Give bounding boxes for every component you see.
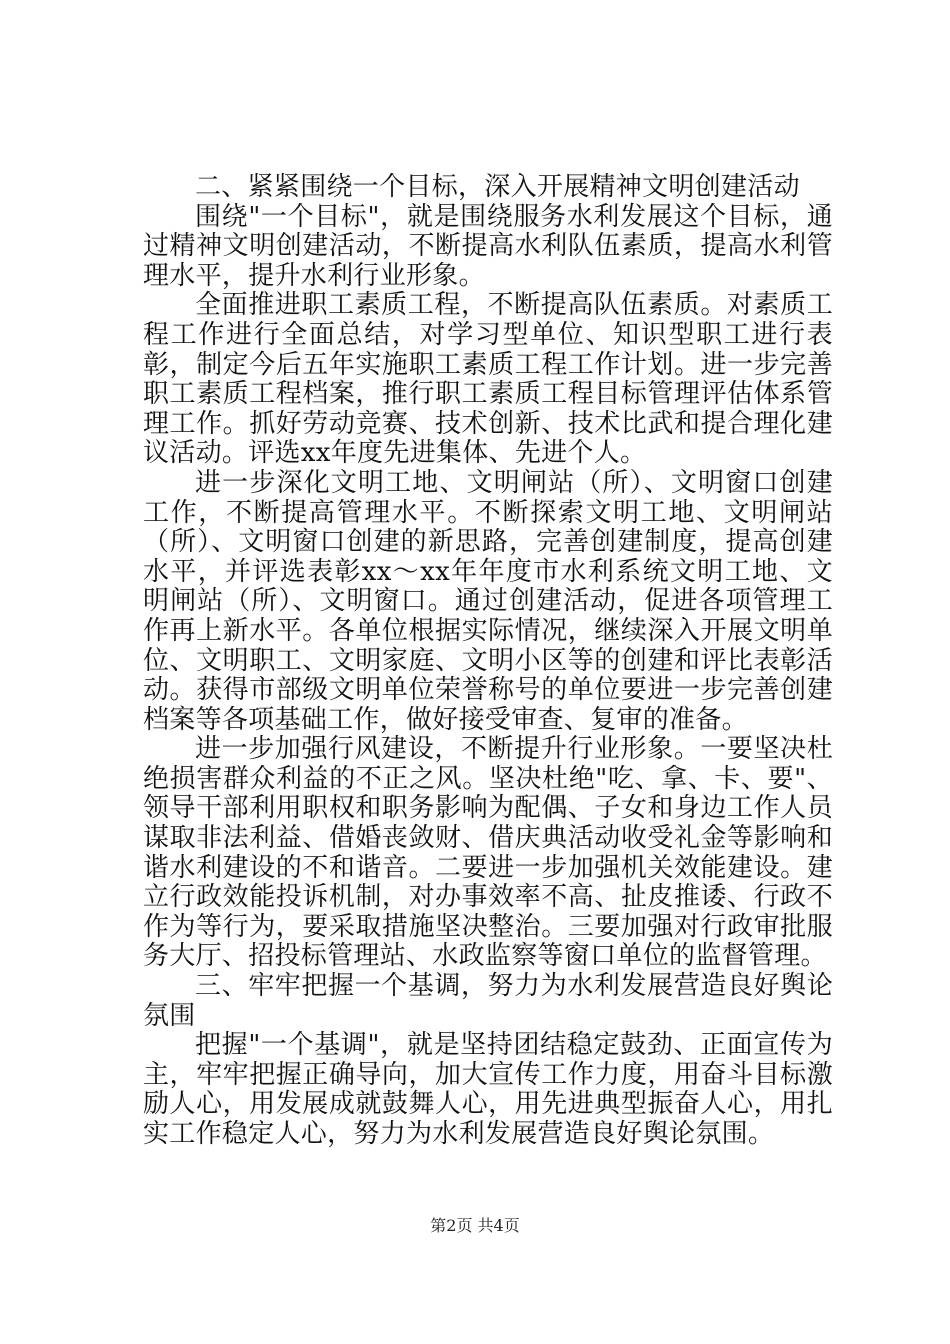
section-heading-3: 三、牢牢把握一个基调，努力为水利发展营造良好舆论氛围: [143, 971, 833, 1031]
section-heading-2: 二、紧紧围绕一个目标，深入开展精神文明创建活动: [195, 172, 800, 202]
paragraph: 全面推进职工素质工程，不断提高队伍素质。对素质工程工作进行全面总结，对学习型单位、知识型职工进行表彰，制定今后五年实施职工素质工程工作计划。进一步完善职工素质工程档案，推行职工素质工程目标管理评估体系管理工作。抓好劳动竞赛、技术创新、技术比武和提合理化建议活动。评选xx年度先进集体、先进个人。: [143, 290, 833, 469]
paragraph: 进一步加强行风建设，不断提升行业形象。一要坚决杜绝损害群众利益的不正之风。坚决杜绝"吃、拿、卡、要"、领导干部利用职权和职务影响为配偶、子女和身边工作人员谋取非法利益、借婚丧敛财、借庆典活动收受礼金等影响和谐水利建设的不和谐音。二要进一步加强机关效能建设。建立行政效能投诉机制，对办事效率不高、扯皮推诿、行政不作为等行为，要采取措施坚决整治。三要加强对行政审批服务大厅、招投标管理站、水政监察等窗口单位的监督管理。: [143, 734, 833, 972]
paragraph: 进一步深化文明工地、文明闸站（所）、文明窗口创建工作，不断提高管理水平。不断探索文明工地、文明闸站（所）、文明窗口创建的新思路，完善创建制度，提高创建水平，并评选表彰xx～xx年年度市水利系统文明工地、文明闸站（所）、文明窗口。通过创建活动，促进各项管理工作再上新水平。各单位根据实际情况，继续深入开展文明单位、文明职工、文明家庭、文明小区等的创建和评比表彰活动。获得市部级文明单位荣誉称号的单位要进一步完善创建档案等各项基础工作，做好接受审查、复审的准备。: [143, 467, 833, 735]
page-footer: 第2页 共4页: [430, 1216, 520, 1235]
paragraph: 把握"一个基调"，就是坚持团结稳定鼓劲、正面宣传为主，牢牢把握正确导向，加大宣传工作力度，用奋斗目标激励人心，用发展成就鼓舞人心，用先进典型振奋人心，用扎实工作稳定人心，努力为水利发展营造良好舆论氛围。: [143, 1030, 833, 1149]
document-body: [143, 173, 833, 1150]
paragraph: 围绕"一个目标"，就是围绕服务水利发展这个目标，通过精神文明创建活动，不断提高水利队伍素质，提高水利管理水平，提升水利行业形象。: [143, 201, 833, 291]
